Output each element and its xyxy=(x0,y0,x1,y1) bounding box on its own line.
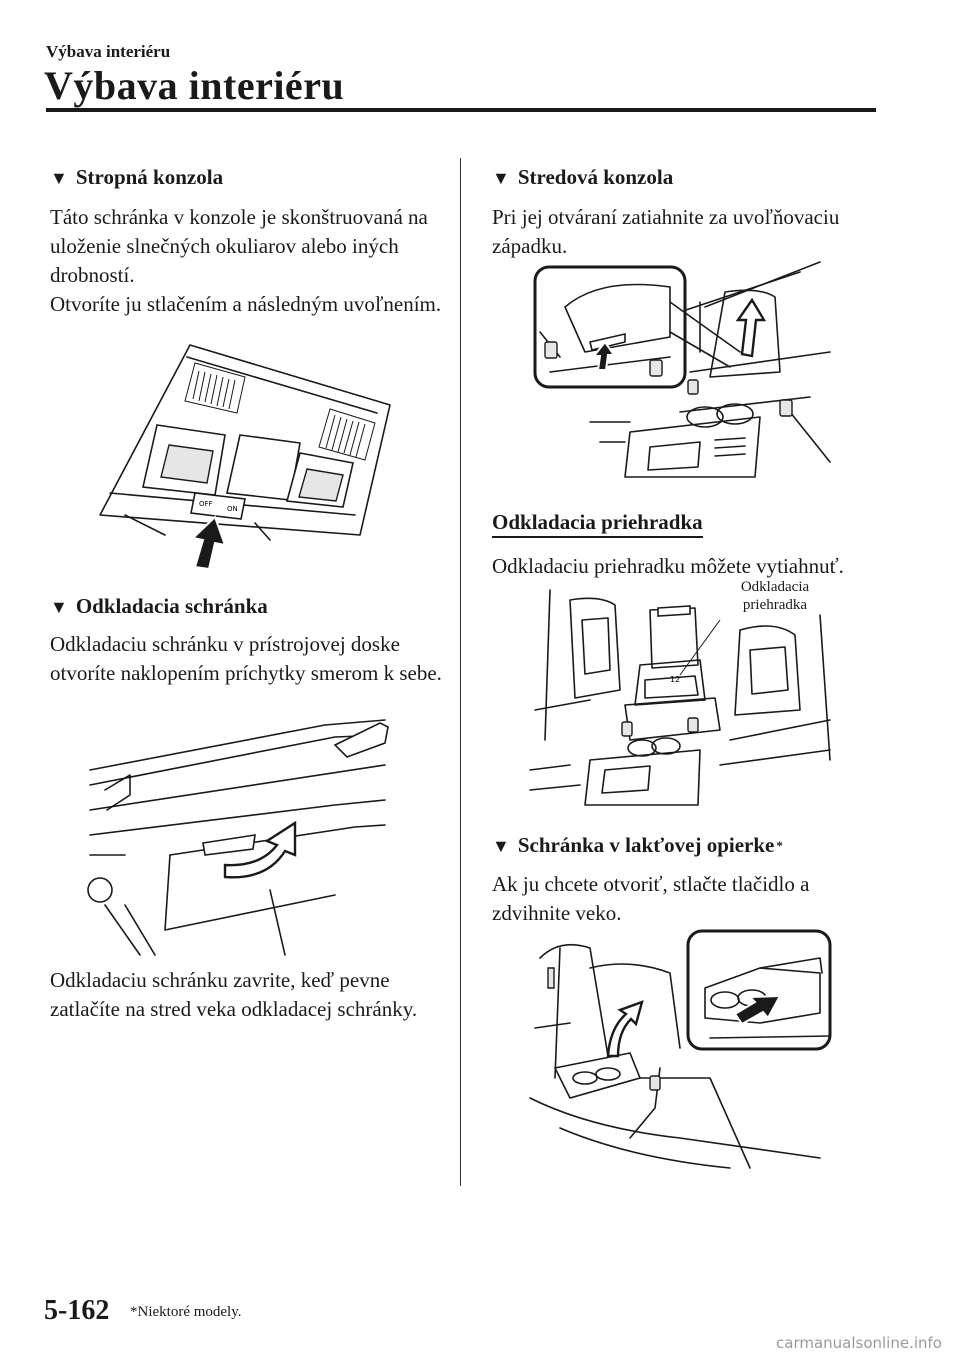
page-title: Výbava interiéru xyxy=(44,63,345,108)
paragraph-glove-box-open: Odkladaciu schránku v prístrojovej doske otvoríte naklopením príchytky smerom k sebe. xyxy=(50,632,442,685)
armrest-lift-arrow-icon xyxy=(608,1002,642,1056)
heading-center-console xyxy=(492,165,673,190)
armrest-illustration xyxy=(530,928,835,1180)
title-rule xyxy=(46,108,876,112)
asterisk-mark: * xyxy=(776,837,783,853)
heading-text: Stredová konzola xyxy=(517,165,674,189)
switch-off-text: OFF xyxy=(199,500,213,508)
triangle-marker-icon: ▼ xyxy=(50,167,68,188)
watermark: carmanualsonline.info xyxy=(776,1334,942,1352)
callout-line-2: priehradka xyxy=(742,597,808,613)
paragraph-center-console: Pri jej otváraní zatiahnite za uvoľňovaciu západku. xyxy=(492,205,840,258)
heading-text: Stropná konzola xyxy=(75,165,224,189)
heading-armrest-box xyxy=(492,833,783,858)
callout-storage-tray xyxy=(720,578,830,614)
heading-overhead-console xyxy=(50,165,223,190)
callout-line-1: Odkladacia xyxy=(740,579,810,595)
paragraph-overhead-console: Táto schránka v konzole je skonštruovaná na uloženie slnečných okuliarov alebo iných drobností. xyxy=(50,205,428,287)
paragraph-glove-box-close: Odkladaciu schránku zavrite, keď pevne zatlačíte na stred veka odkladacej schránky. xyxy=(50,968,418,1021)
heading-text: Schránka v lakťovej opierke xyxy=(517,833,775,857)
column-divider xyxy=(460,158,461,1186)
triangle-marker-icon: ▼ xyxy=(50,596,68,617)
storage-tray-illustration xyxy=(530,590,835,810)
svg-text:12: 12 xyxy=(670,675,681,684)
paragraph-storage-tray: Odkladaciu priehradku môžete vytiahnuť. xyxy=(492,554,844,578)
paragraph-overhead-console-open: Otvoríte ju stlačením a následným uvoľnením. xyxy=(50,292,442,316)
overhead-console-illustration xyxy=(95,335,415,575)
running-header: Výbava interiéru xyxy=(46,42,171,61)
lift-arrow-icon xyxy=(738,300,764,356)
paragraph-armrest-box: Ak ju chcete otvoriť, stlačte tlačidlo a zdvihnite veko. xyxy=(492,872,810,925)
page-number: 5-162 xyxy=(44,1295,110,1326)
triangle-marker-icon: ▼ xyxy=(492,835,510,856)
center-console-illustration xyxy=(530,262,840,482)
footnote: *Niektoré modely. xyxy=(130,1304,242,1320)
heading-text: Odkladacia schránka xyxy=(75,594,268,618)
heading-glove-box xyxy=(50,594,268,619)
switch-on-text: ON xyxy=(227,505,238,513)
subheading-storage-tray: Odkladacia priehradka xyxy=(492,510,703,538)
triangle-marker-icon: ▼ xyxy=(492,167,510,188)
glove-box-illustration xyxy=(85,715,395,955)
